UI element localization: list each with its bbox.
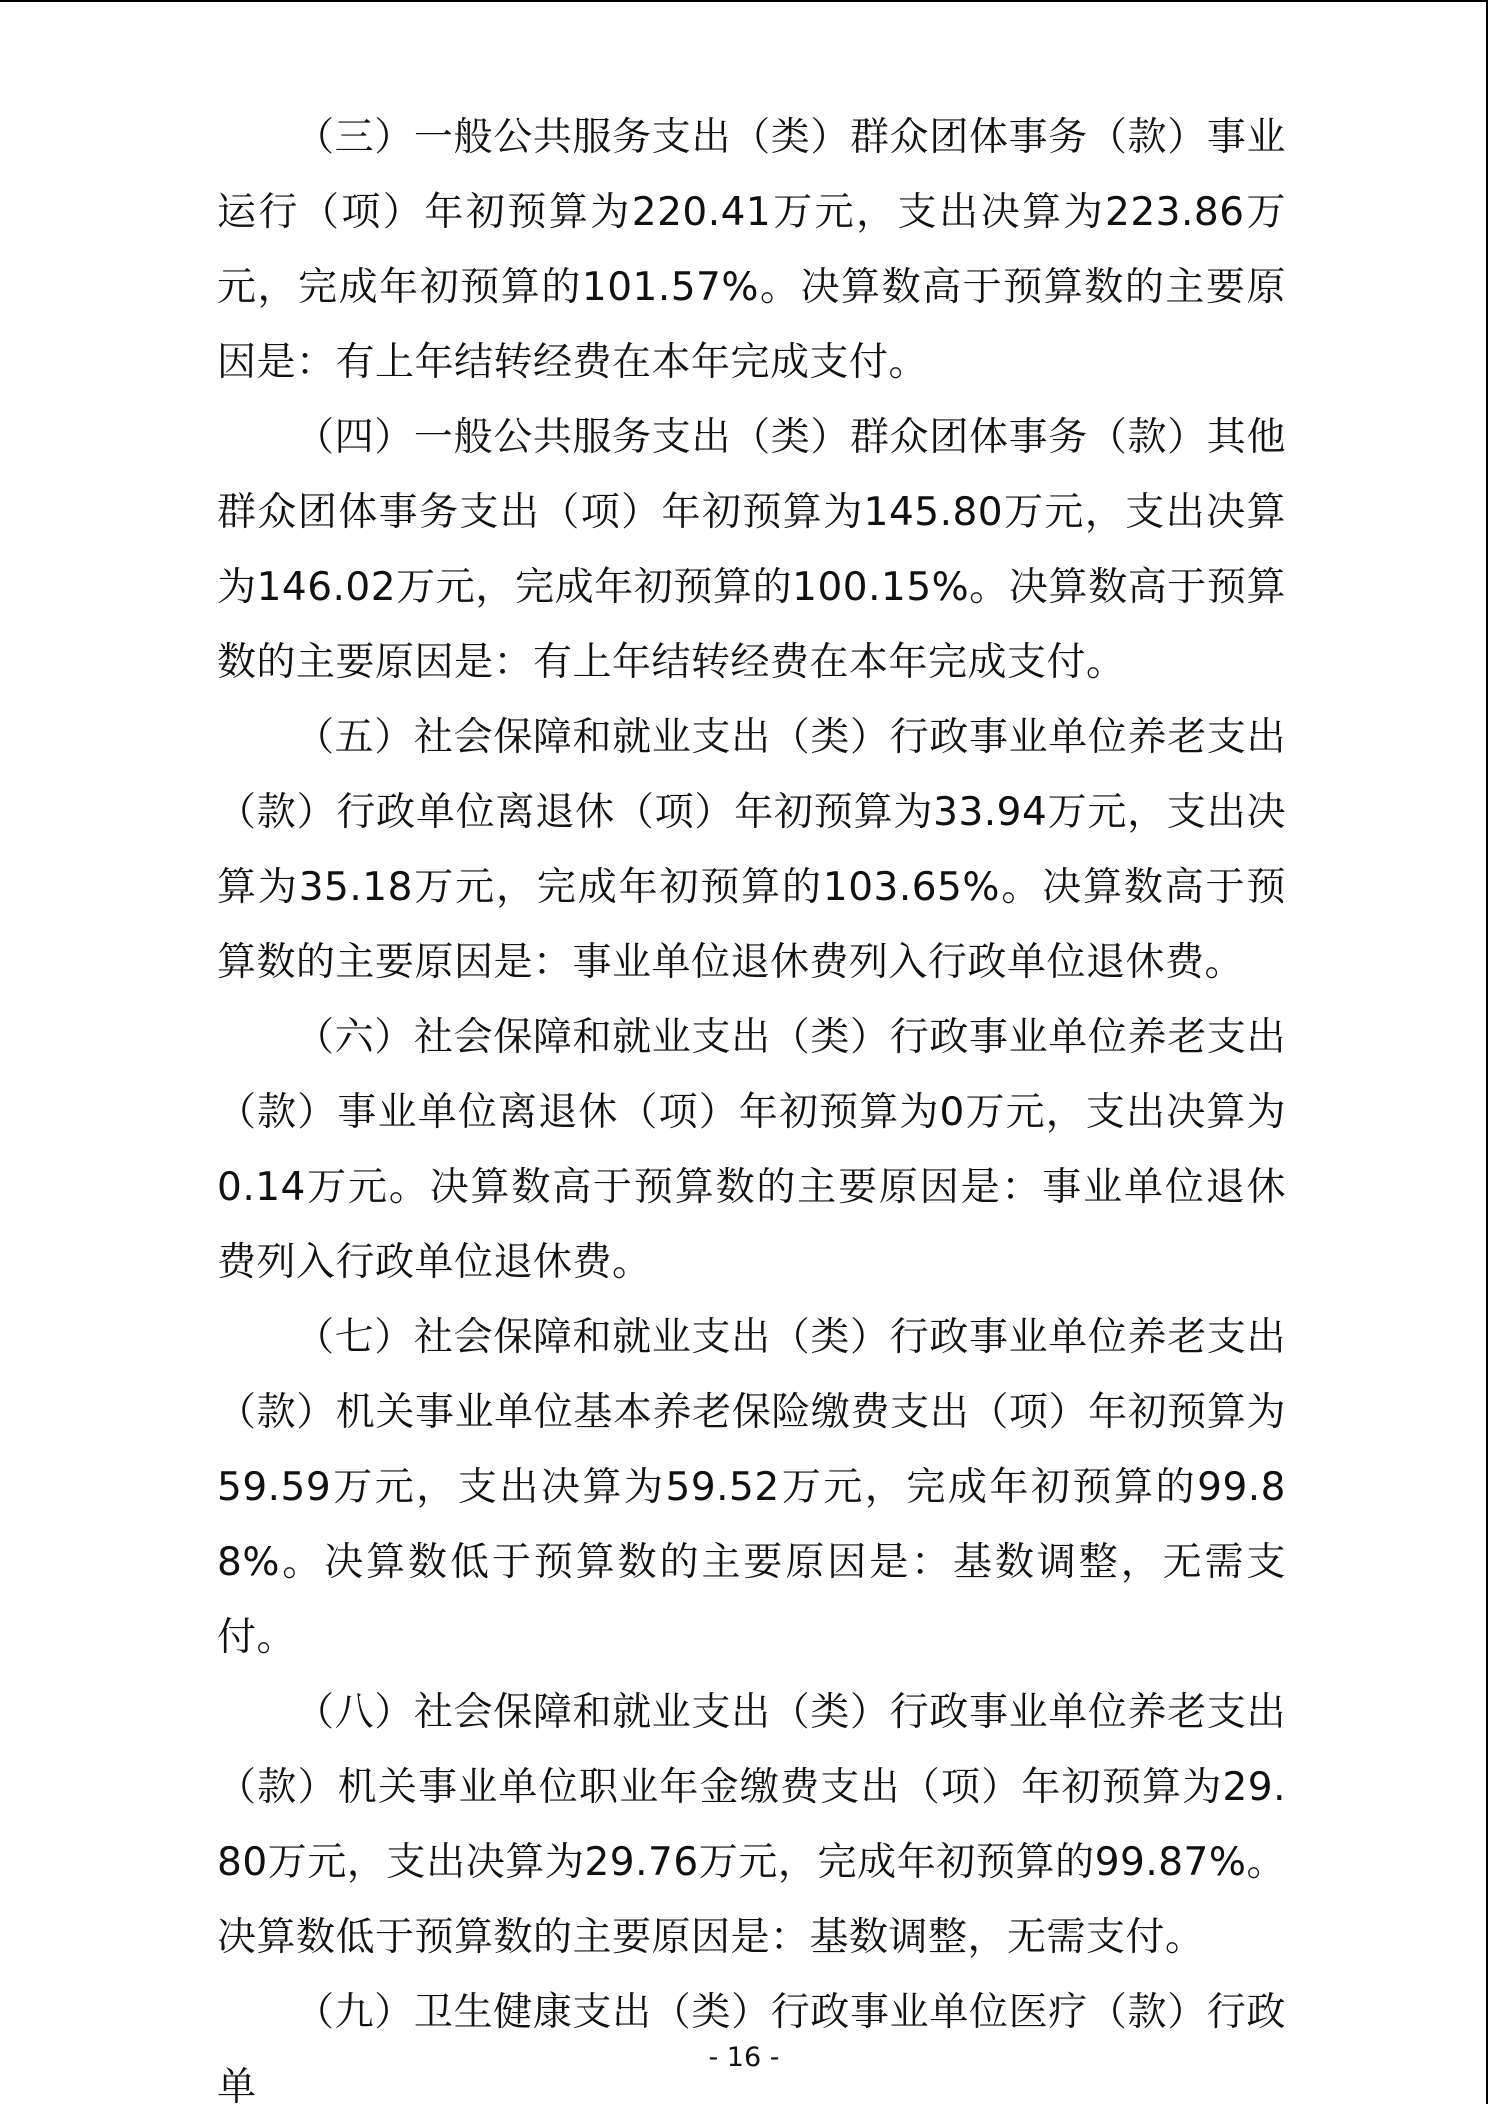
paragraph-4: （四）一般公共服务支出（类）群众团体事务（款）其他群众团体事务支出（项）年初预算为145.80万元，支出决算为146.02万元，完成年初预算的100.15%。决算数高于预算数的主要原因是：有上年结转经费在本年完成支付。 — [217, 415, 1286, 685]
page-number: - 16 - — [708, 2042, 780, 2073]
paragraph-9: （九）卫生健康支出（类）行政事业单位医疗（款）行政单 — [217, 1990, 1286, 2110]
paragraph-5: （五）社会保障和就业支出（类）行政事业单位养老支出（款）行政单位离退休（项）年初预算为33.94万元，支出决算为35.18万元，完成年初预算的103.65%。决算数高于预算数的主要原因是：事业单位退休费列入行政单位退休费。 — [217, 715, 1286, 985]
paragraph-3: （三）一般公共服务支出（类）群众团体事务（款）事业运行（项）年初预算为220.41万元，支出决算为223.86万元，完成年初预算的101.57%。决算数高于预算数的主要原因是：有上年结转经费在本年完成支付。 — [217, 115, 1286, 385]
page-body — [217, 100, 1286, 2125]
paragraph-7: （七）社会保障和就业支出（类）行政事业单位养老支出（款）机关事业单位基本养老保险缴费支出（项）年初预算为59.59万元，支出决算为59.52万元，完成年初预算的99.88%。决算数低于预算数的主要原因是：基数调整，无需支付。 — [217, 1315, 1286, 1660]
paragraph-6: （六）社会保障和就业支出（类）行政事业单位养老支出（款）事业单位离退休（项）年初预算为0万元，支出决算为0.14万元。决算数高于预算数的主要原因是：事业单位退休费列入行政单位退休费。 — [217, 1015, 1286, 1285]
paragraph-8: （八）社会保障和就业支出（类）行政事业单位养老支出（款）机关事业单位职业年金缴费支出（项）年初预算为29.80万元，支出决算为29.76万元，完成年初预算的99.87%。决算数低于预算数的主要原因是：基数调整，无需支付。 — [217, 1690, 1286, 1960]
